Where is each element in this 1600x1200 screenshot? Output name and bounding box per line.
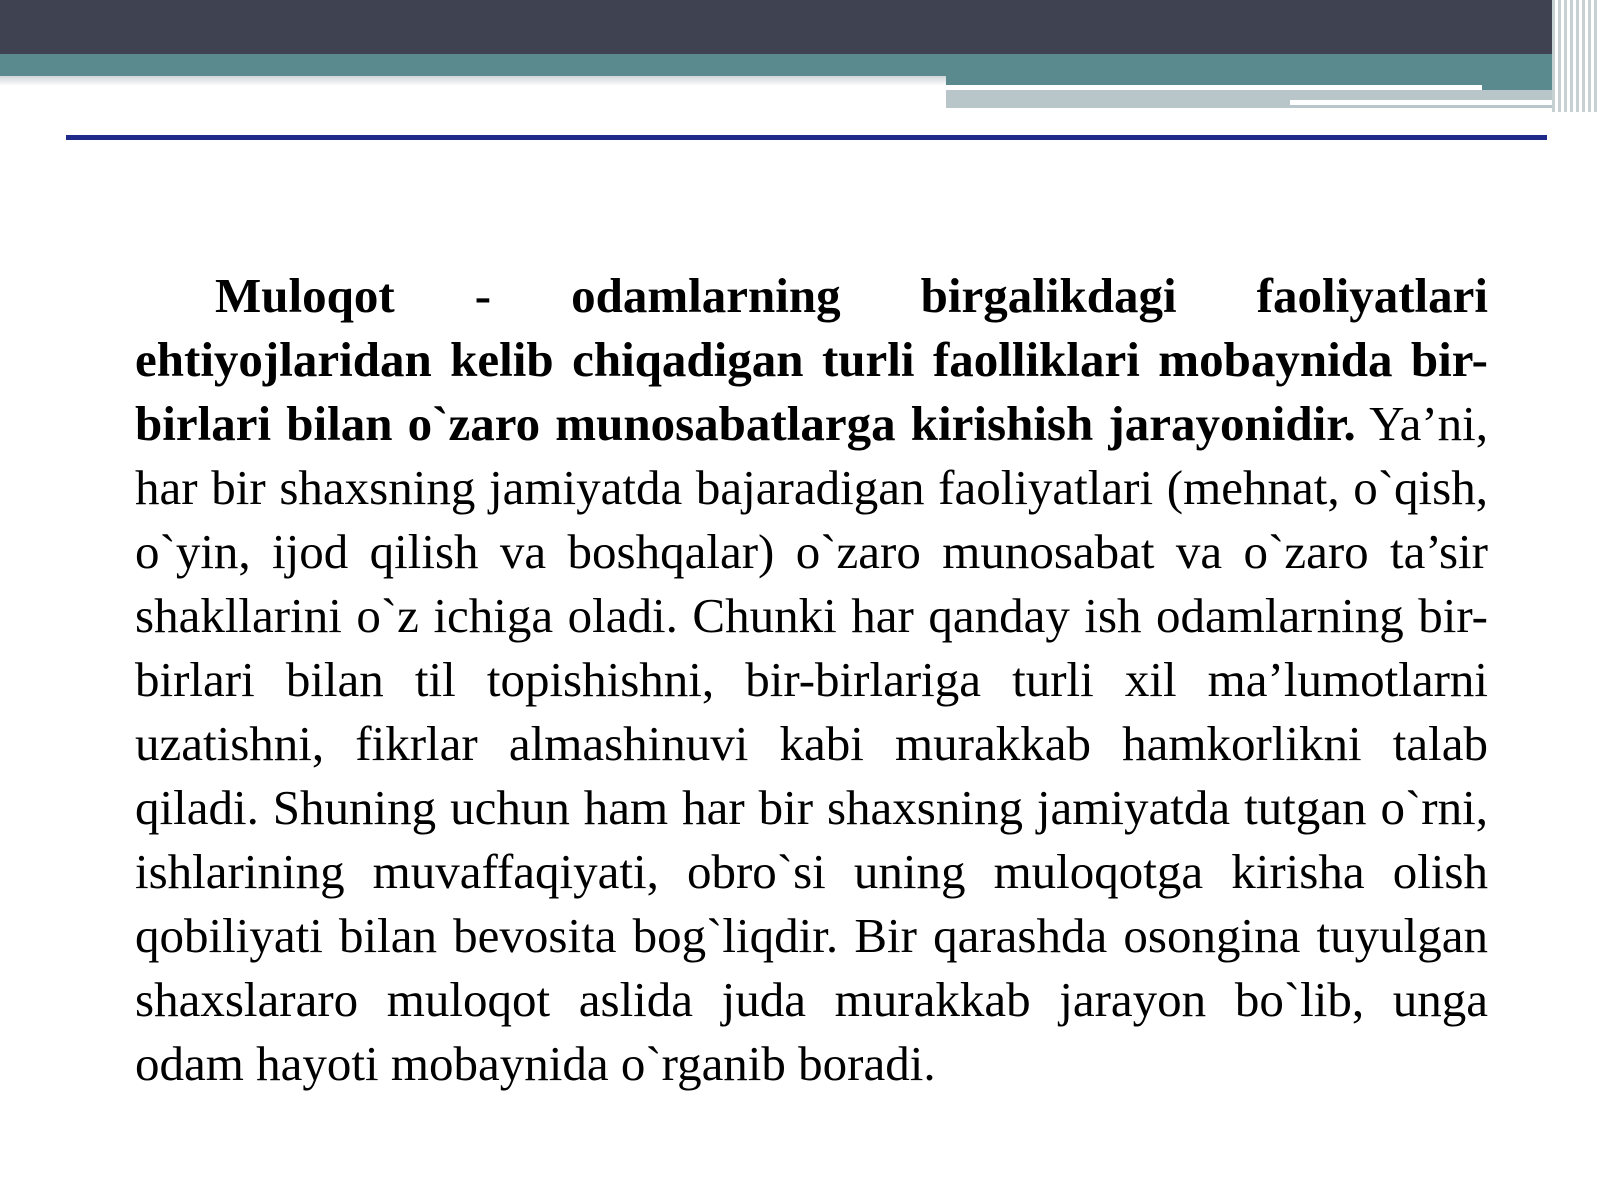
body-regular-text: Ya’ni, har bir shaxsning jamiyatda bajaradigan faoliyatlari (mehnat, o`qish, o`yin, ijod qilish va boshqalar) o`zaro munosabat va o`zaro ta’sir shakllarini o`z ichiga oladi. Chunki har qanday ish odamlarning bir-birlari bilan til topishishni, bir-birlariga turli xil ma’lumotlarni uzatishni, fikrlar almashinuvi kabi murakkab hamkorlikni talab qiladi. Shuning uchun ham har bir shaxsning jamiyatda tutgan o`rni, ishlarining muvaffaqiyati, obro`si uning muloqotga kirisha olish qobiliyati bilan bevosita bog`liqdir. Bir qarashda osongina tuyulgan shaxslararo muloqot aslida juda murakkab jarayon bo`lib, unga odam hayoti mobaynida o`rganib boradi. [135, 396, 1489, 1091]
header-decorative-bars [1552, 0, 1600, 112]
header-banner-step-light [946, 90, 1600, 108]
header-banner-highlight [946, 85, 1482, 90]
definition-bold-text: Muloqot - odamlarning birgalikdagi faoliyatlari ehtiyojlaridan kelib chiqadigan turli faolliklari mobaynida bir-birlari bilan o`zaro munosabatlarga kirishish jarayonidir. [135, 268, 1488, 451]
header-banner-highlight-2 [1290, 100, 1570, 105]
body-paragraph [135, 264, 1488, 1096]
title-divider-line [66, 135, 1547, 140]
header-banner-teal [0, 54, 1600, 76]
header-banner-dark [0, 0, 1600, 54]
